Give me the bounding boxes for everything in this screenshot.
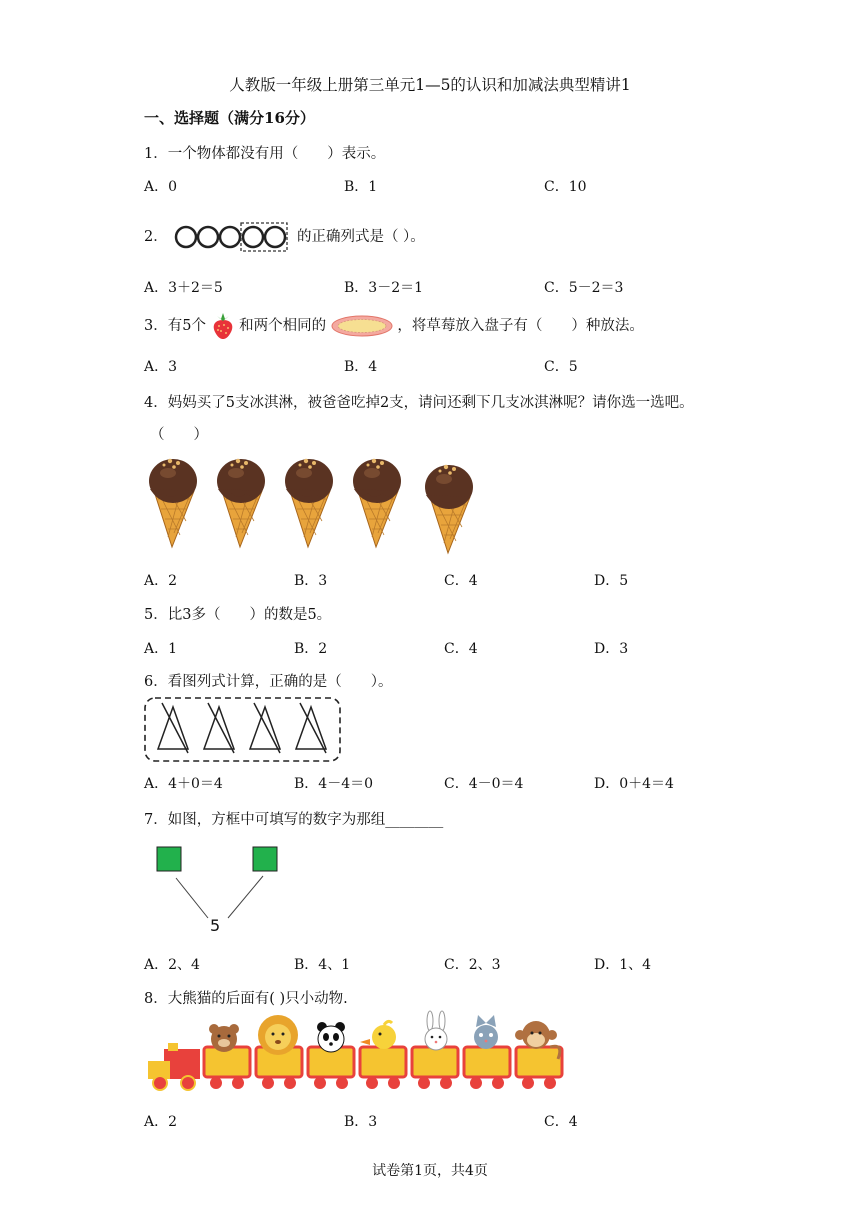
q5-option-a[interactable]: A．1 [144,641,178,657]
triangles-figure [144,697,342,763]
question-8: 8．大熊猫的后面有( )只小动物. [144,991,348,1007]
q2-option-c[interactable]: C．5－2＝3 [544,280,624,296]
q8-option-b[interactable]: B．3 [344,1114,378,1130]
q8-option-c[interactable]: C．4 [544,1114,578,1130]
crossed-triangles [158,703,326,753]
q4-option-d[interactable]: D．5 [594,573,629,589]
q3-option-a[interactable]: A．3 [144,359,178,375]
q5-option-b[interactable]: B．2 [294,641,328,657]
q3-part1: 3．有5个 [144,318,206,334]
question-4: 4．妈妈买了5支冰淇淋，被爸爸吃掉2支，请问还剩下几支冰淇淋呢？请你选一选吧。 [144,395,694,411]
cat-icon [474,1015,498,1049]
duck-icon [360,1021,396,1049]
q6-option-d[interactable]: D．0＋4＝4 [594,776,674,792]
right-green-box[interactable] [253,847,277,871]
q1-option-a[interactable]: A．0 [144,179,178,195]
icecream-icon [217,459,265,547]
train-cars [204,1047,562,1089]
rabbit-icon [425,1011,447,1050]
question-4-blank: （ ） [150,427,208,443]
q6-option-a[interactable]: A．4＋0＝4 [144,776,223,792]
q3-part2: 和两个相同的 [239,318,327,334]
q8-option-a[interactable]: A．2 [144,1114,178,1130]
q1-option-b[interactable]: B．1 [344,179,378,195]
icecream-icon [149,459,197,547]
q3-option-c[interactable]: C．5 [544,359,578,375]
section-heading: 一、选择题（满分16分） [144,109,315,127]
split-number: 5 [210,916,221,935]
question-5: 5．比3多（ ）的数是5。 [144,607,332,623]
page-title: 人教版一年级上册第三单元1—5的认识和加减法典型精讲1 [229,76,631,94]
q4-option-a[interactable]: A．2 [144,573,178,589]
circles-figure [172,222,292,252]
q7-option-c[interactable]: C．2、3 [444,957,501,973]
q7-option-d[interactable]: D．1、4 [594,957,652,973]
q4-option-b[interactable]: B．3 [294,573,328,589]
q6-option-b[interactable]: B．4－4＝0 [294,776,374,792]
lion-icon [258,1015,298,1055]
q4-option-c[interactable]: C．4 [444,573,478,589]
q6-option-c[interactable]: C．4－0＝4 [444,776,524,792]
q2-option-b[interactable]: B．3－2＝1 [344,280,424,296]
q1-option-c[interactable]: C．10 [544,179,587,195]
q5-option-d[interactable]: D．3 [594,641,629,657]
question-7: 7．如图，方框中可填写的数字为那组________ [144,812,444,828]
animal-train-figure [148,1013,568,1095]
question-1: 1．一个物体都没有用（ ）表示。 [144,146,386,162]
strawberry-icon [211,312,235,340]
q3-part3: ，将草莓放入盘子有（ ）种放法。 [397,318,644,334]
train-engine [148,1043,200,1090]
icecream-icon [425,465,473,553]
question-2 [144,222,425,252]
q7-option-b[interactable]: B．4、1 [294,957,351,973]
page-footer: 试卷第1页，共4页 [372,1163,488,1179]
icecream-icon [353,459,401,547]
q3-option-b[interactable]: B．4 [344,359,378,375]
left-green-box[interactable] [157,847,181,871]
panda-icon [317,1022,345,1052]
question-6: 6．看图列式计算，正确的是（ ）。 [144,674,393,690]
q2-suffix: 的正确列式是（ ）。 [296,229,425,245]
q5-option-c[interactable]: C．4 [444,641,478,657]
icecream-figure [146,455,486,551]
icecream-icon [285,459,333,547]
q2-prefix: 2． [144,229,168,245]
plate-icon [331,315,393,337]
question-3 [144,312,644,340]
q7-option-a[interactable]: A．2、4 [144,957,200,973]
q2-option-a[interactable]: A．3＋2＝5 [144,280,223,296]
